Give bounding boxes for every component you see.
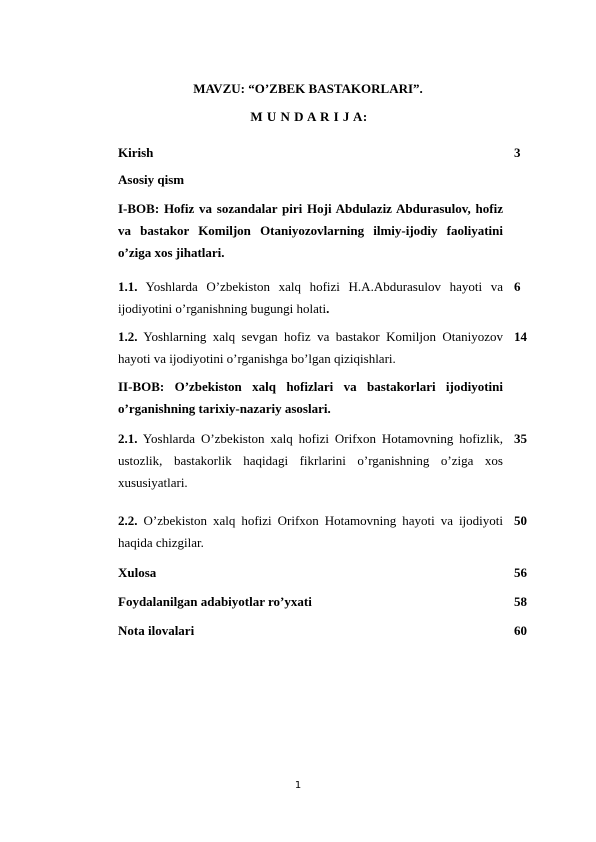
toc-entry-label: Nota ilovalari <box>118 623 195 638</box>
toc-entry-chapter-2 <box>118 376 529 420</box>
toc-page-number: 35 <box>514 431 527 446</box>
toc-section-trail: . <box>326 301 330 316</box>
toc-entry-text <box>118 510 503 554</box>
toc-entry-text <box>118 276 503 320</box>
toc-page-number: 56 <box>514 565 527 580</box>
toc-entry-label: Asosiy qism <box>118 172 185 187</box>
toc-entry-section-2-1 <box>118 428 529 494</box>
toc-section-number: 2.2. <box>118 513 138 528</box>
toc-entry-appendix <box>118 620 529 642</box>
toc-page-number: 3 <box>514 145 521 160</box>
toc-entry-main-part <box>118 169 529 191</box>
toc-entry-label: Xulosa <box>118 565 157 580</box>
toc-page-number: 58 <box>514 594 527 609</box>
toc-section-title: Yoshlarning xalq sevgan hofiz va bastakor Komiljon Otaniyozov hayoti va ijodiyotini o’rganishga bo’lgan qiziqishlari. <box>118 329 503 366</box>
toc-entry-conclusion <box>118 562 529 584</box>
toc-entry-references <box>118 591 529 613</box>
toc-entry-label: I-BOB: Hofiz va sozandalar piri Hoji Abdulaziz Abdurasulov, hofiz va bastakor Komiljon Otaniyozovlarning ilmiy-ijodiy faoliyatini o’ziga xos jihatlari. <box>118 201 503 260</box>
toc-page-number: 6 <box>514 279 521 294</box>
toc-entry-section-1-2 <box>118 326 529 370</box>
toc-page-number: 50 <box>514 513 527 528</box>
toc-section-number: 1.2. <box>118 329 138 344</box>
toc-entry-intro <box>118 142 529 164</box>
toc-section-title: Yoshlarda O’zbekiston xalq hofizi Orifxon Hotamovning hofizlik, ustozlik, bastakorlik haqidagi fikrlarini o’rganishning o’ziga xos xususiyatlari. <box>118 431 503 490</box>
toc-entry-label: Foydalanilgan adabiyotlar ro’yxati <box>118 594 312 609</box>
toc-section-number: 1.1. <box>118 279 138 294</box>
contents-title: M U N D A R I J A: <box>250 109 368 124</box>
toc-entry-label: Kirish <box>118 145 154 160</box>
page-number: 1 <box>294 780 302 791</box>
toc-section-title: Yoshlarda O’zbekiston xalq hofizi H.A.Abdurasulov hayoti va ijodiyotini o’rganishning bugungi holati <box>118 279 503 316</box>
toc-entry-label: II-BOB: O’zbekiston xalq hofizlari va bastakorlari ijodiyotini o’rganishning tarixiy-nazariy asoslari. <box>118 379 503 416</box>
toc-entry-section-1-1 <box>118 276 529 320</box>
toc-entry-chapter-1 <box>118 198 529 264</box>
document-topic: MAVZU: “O’ZBEK BASTAKORLARI”. <box>193 81 423 96</box>
toc-section-title: O’zbekiston xalq hofizi Orifxon Hotamovning hayoti va ijodiyoti haqida chizgilar. <box>118 513 503 550</box>
toc-section-number: 2.1. <box>118 431 138 446</box>
toc-page-number: 60 <box>514 623 527 638</box>
toc-page-number: 14 <box>514 329 527 344</box>
toc-entry-text <box>118 326 503 370</box>
toc-entry-text <box>118 428 503 494</box>
toc-entry-section-2-2 <box>118 510 529 554</box>
